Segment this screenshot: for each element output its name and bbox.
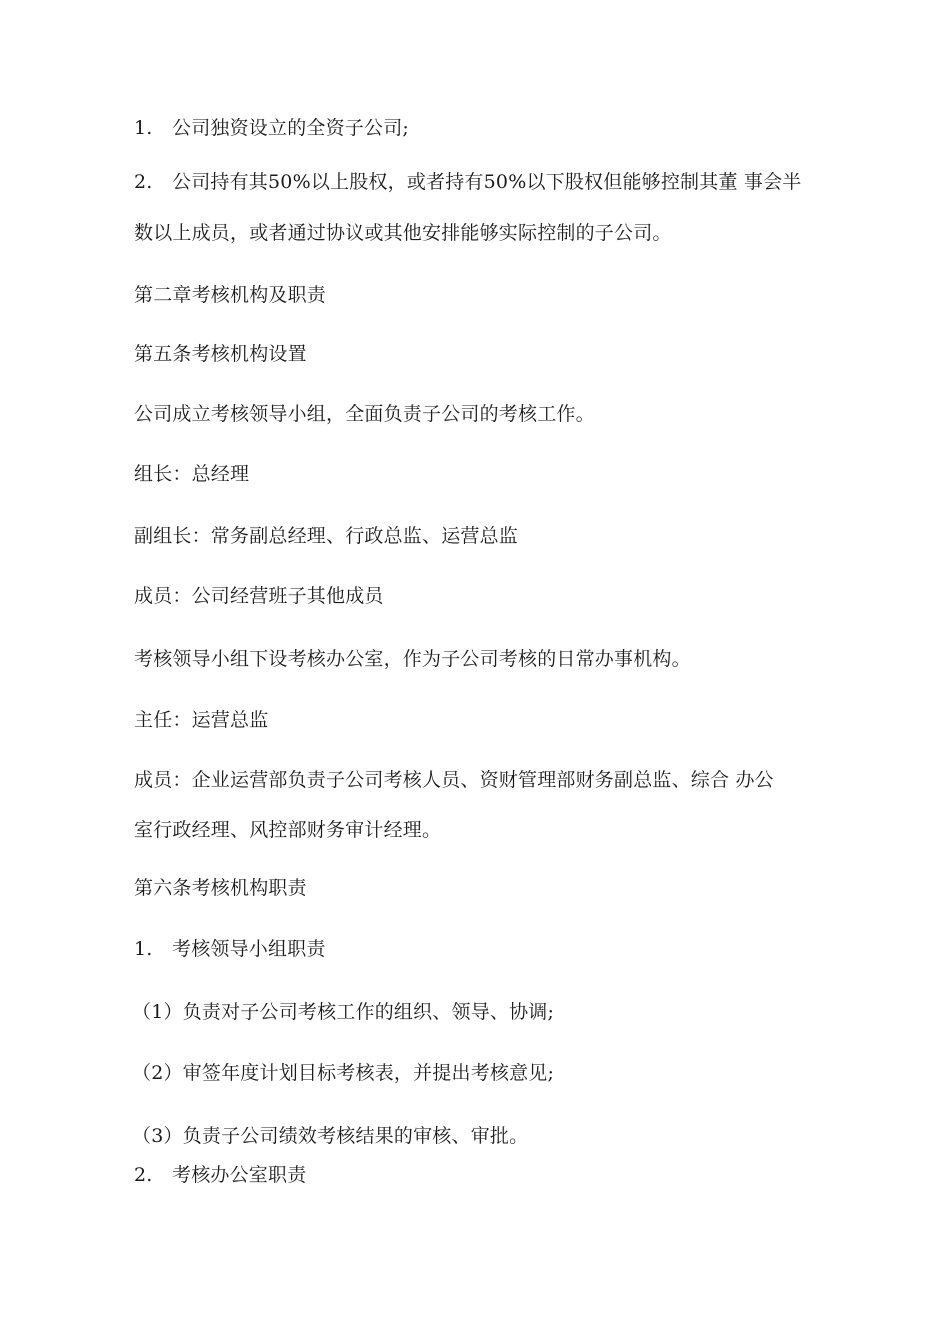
paragraph-line: 主任：运营总监 xyxy=(134,709,269,731)
line-text: 考核办公室职责 xyxy=(172,1164,307,1186)
paragraph-line: 组长：总经理 xyxy=(134,463,250,485)
list-item xyxy=(134,937,326,961)
list-number: 1. xyxy=(134,117,153,139)
article-heading: 第五条考核机构设置 xyxy=(134,343,307,365)
chapter-heading: 第二章考核机构及职责 xyxy=(134,284,327,306)
list-number: 2. xyxy=(134,171,153,193)
paragraph-line: 副组长：常务副总经理、行政总监、运营总监 xyxy=(134,525,519,547)
paragraph-line: 考核领导小组下设考核办公室，作为子公司考核的日常办事机构。 xyxy=(134,648,691,670)
article-heading: 第六条考核机构职责 xyxy=(134,877,307,899)
list-number: 2. xyxy=(134,1164,153,1186)
line-text: 公司独资设立的全资子公司; xyxy=(172,117,410,139)
line-text: 考核领导小组职责 xyxy=(172,938,326,960)
paragraph-line: 数以上成员，或者通过协议或其他安排能够实际控制的子公司。 xyxy=(134,222,672,244)
sub-list-item: （3）负责子公司绩效考核结果的审核、审批。 xyxy=(132,1125,529,1147)
paragraph-line: 公司成立考核领导小组，全面负责子公司的考核工作。 xyxy=(134,403,595,425)
paragraph-line: 室行政经理、风控部财务审计经理。 xyxy=(134,819,442,841)
list-item xyxy=(134,116,409,140)
list-item xyxy=(134,1163,306,1187)
paragraph-line: 成员：公司经营班子其他成员 xyxy=(134,585,384,607)
paragraph-line: 成员：企业运营部负责子公司考核人员、资财管理部财务副总监、综合 办公 xyxy=(134,769,774,791)
list-item xyxy=(134,170,802,194)
list-number: 1. xyxy=(134,938,153,960)
sub-list-item: （1）负责对子公司考核工作的组织、领导、协调; xyxy=(132,1001,555,1023)
sub-list-item: （2）审签年度计划目标考核表，并提出考核意见; xyxy=(132,1062,555,1084)
line-text: 公司持有其50%以上股权，或者持有50%以下股权但能够控制其董 事会半 xyxy=(172,171,802,193)
